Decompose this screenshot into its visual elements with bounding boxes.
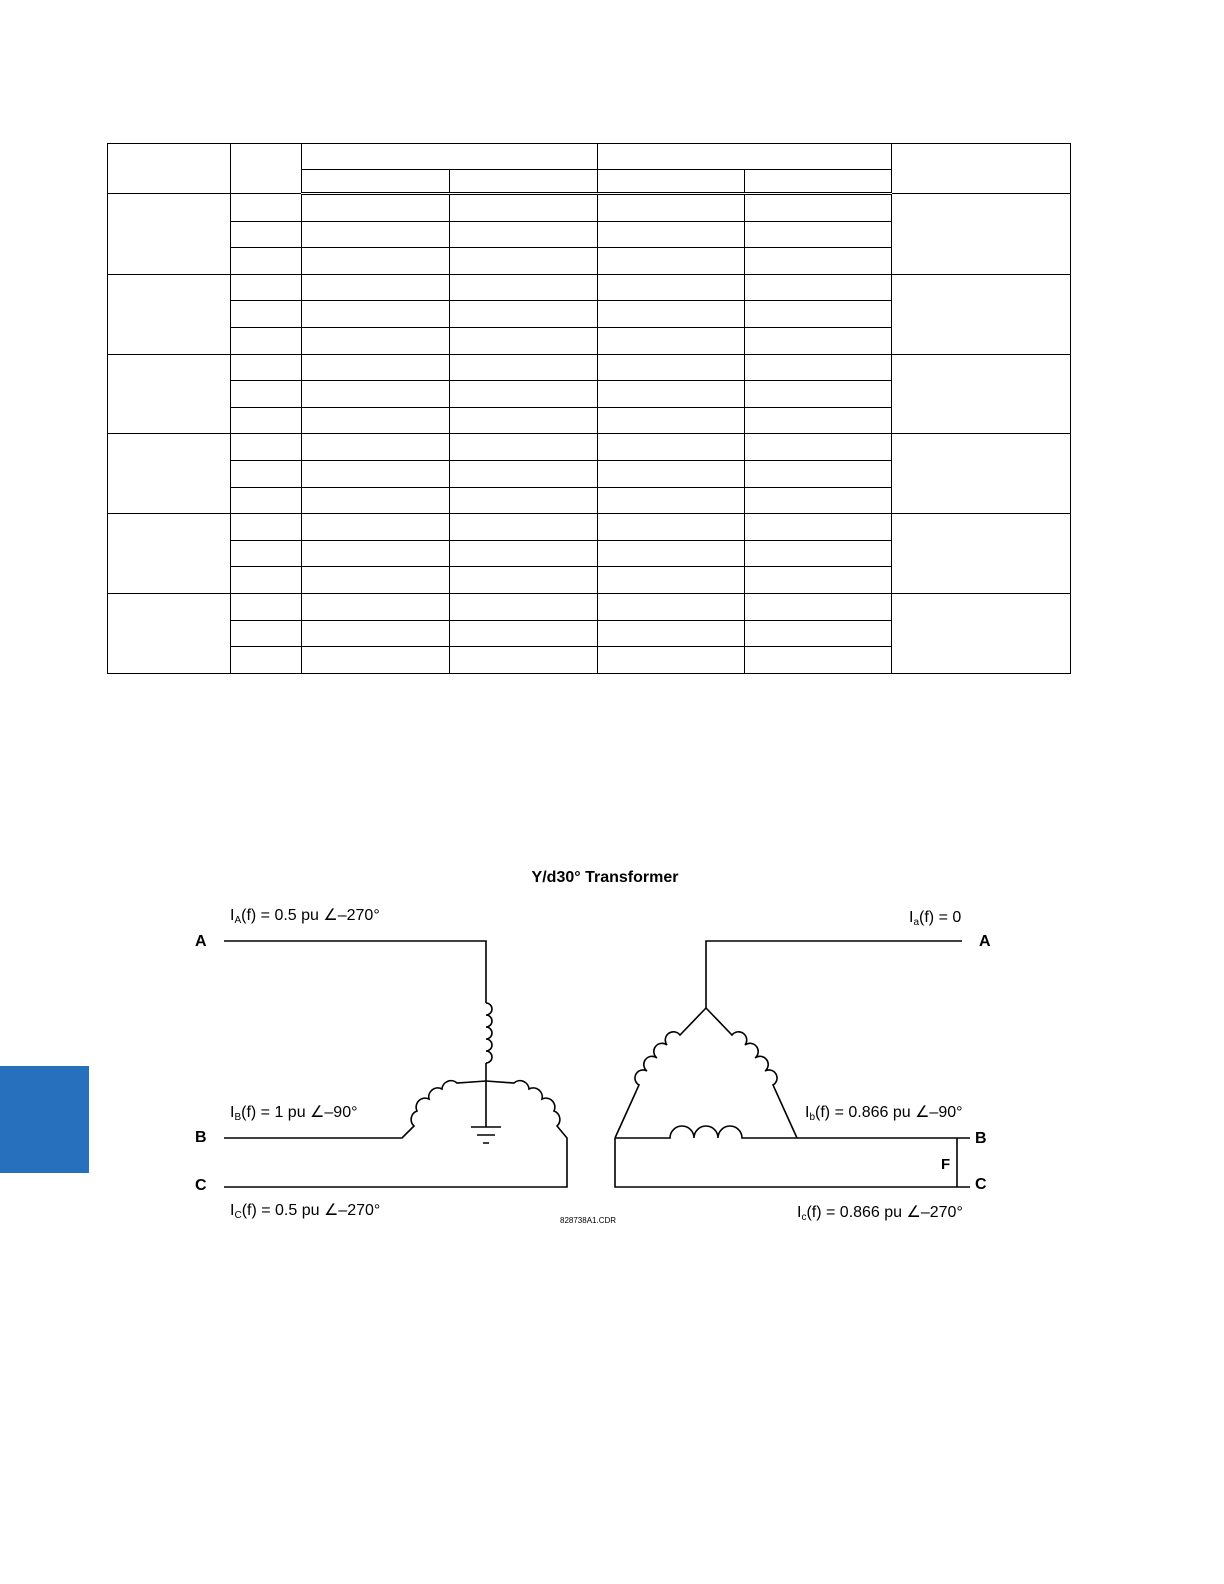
current-ia-label: IA(f) = 0.5 pu ∠–270° [230,907,380,926]
wye-winding-c [224,1081,567,1187]
drawing-id: 828738A1.CDR [560,1216,617,1225]
current-ia2-label: Ia(f) = 0 [909,909,962,928]
wye-phase-a-conductor [224,941,486,1003]
delta-phase-a-conductor [706,941,962,1008]
terminal-b-left: B [195,1129,207,1146]
ground-symbol [471,1127,501,1143]
wye-winding-a [486,1003,492,1063]
delta-winding-bottom [615,1126,797,1138]
terminal-b-right: B [975,1130,987,1147]
terminal-a-left: A [195,933,207,950]
current-ib2-label: Ib(f) = 0.866 pu ∠–90° [805,1104,963,1123]
delta-phase-c-conductor [615,1138,970,1187]
terminal-c-left: C [195,1177,207,1194]
delta-winding-left [615,1008,706,1138]
terminal-a-right: A [979,933,991,950]
diagram-title: Y/d30° Transformer [531,869,679,886]
fault-label: F [941,1156,951,1173]
current-ic-label: IC(f) = 0.5 pu ∠–270° [230,1202,381,1221]
current-ic2-label: Ic(f) = 0.866 pu ∠–270° [797,1204,963,1223]
delta-winding-right [706,1008,797,1138]
terminal-c-right: C [975,1176,987,1193]
current-ib-label: IB(f) = 1 pu ∠–90° [230,1104,358,1123]
